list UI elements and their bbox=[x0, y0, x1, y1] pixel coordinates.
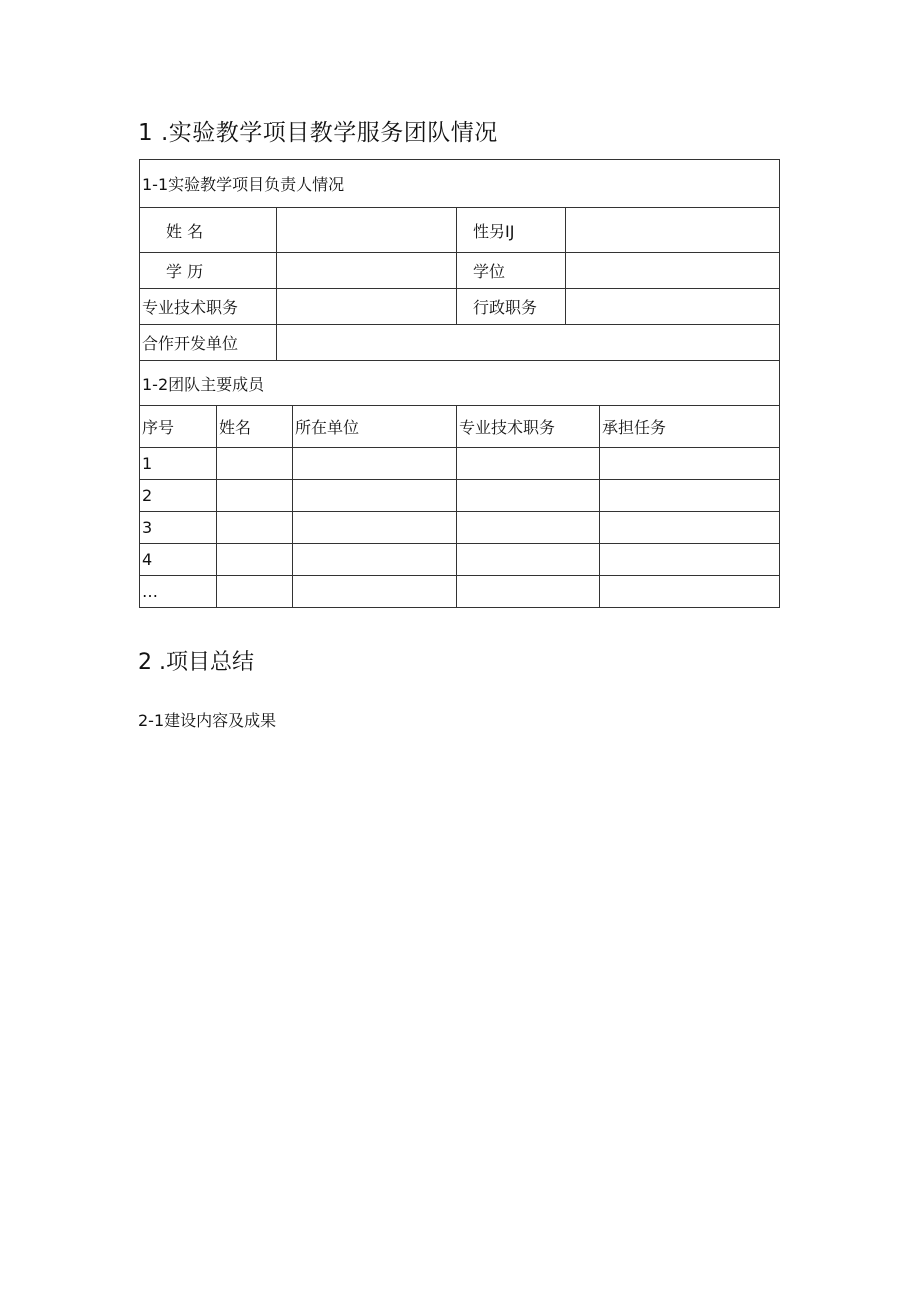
serial-cell: … bbox=[140, 576, 217, 608]
team-section-title-row bbox=[140, 361, 780, 406]
member-title-cell[interactable] bbox=[457, 480, 600, 512]
serial-cell: 3 bbox=[140, 512, 217, 544]
member-organization-cell[interactable] bbox=[293, 512, 457, 544]
degree-label: 学位 bbox=[457, 253, 566, 289]
member-organization-cell[interactable] bbox=[293, 576, 457, 608]
member-organization-cell[interactable] bbox=[293, 448, 457, 480]
member-task-cell[interactable] bbox=[600, 480, 780, 512]
member-task-cell[interactable] bbox=[600, 576, 780, 608]
education-value-cell[interactable] bbox=[277, 253, 457, 289]
education-label: 学 历 bbox=[140, 253, 277, 289]
section-1-heading: 1 .实验教学项目教学服务团队情况 bbox=[138, 120, 498, 146]
member-task-cell[interactable] bbox=[600, 448, 780, 480]
leader-section-title-row bbox=[140, 160, 780, 208]
header-organization: 所在单位 bbox=[293, 406, 457, 448]
member-name-cell[interactable] bbox=[217, 544, 293, 576]
team-section-title: 1-2团队主要成员 bbox=[140, 361, 780, 406]
member-title-cell[interactable] bbox=[457, 544, 600, 576]
member-name-cell[interactable] bbox=[217, 448, 293, 480]
table-row bbox=[140, 512, 780, 544]
header-serial: 序号 bbox=[140, 406, 217, 448]
serial-cell: 1 bbox=[140, 448, 217, 480]
member-title-cell[interactable] bbox=[457, 512, 600, 544]
header-professional-title: 专业技术职务 bbox=[457, 406, 600, 448]
member-title-cell[interactable] bbox=[457, 448, 600, 480]
member-organization-cell[interactable] bbox=[293, 544, 457, 576]
header-task: 承担任务 bbox=[600, 406, 780, 448]
professional-title-value-cell[interactable] bbox=[277, 289, 457, 325]
serial-cell: 4 bbox=[140, 544, 217, 576]
section-2-heading: 2 .项目总结 bbox=[138, 650, 254, 675]
member-organization-cell[interactable] bbox=[293, 480, 457, 512]
name-label: 姓 名 bbox=[140, 208, 277, 253]
member-name-cell[interactable] bbox=[217, 576, 293, 608]
partner-label: 合作开发单位 bbox=[140, 325, 277, 361]
table-row bbox=[140, 480, 780, 512]
member-task-cell[interactable] bbox=[600, 512, 780, 544]
table-row bbox=[140, 544, 780, 576]
section-2-1-heading: 2-1建设内容及成果 bbox=[138, 711, 277, 730]
header-name: 姓名 bbox=[217, 406, 293, 448]
table-row bbox=[140, 576, 780, 608]
leader-name-row bbox=[140, 208, 780, 253]
gender-value-cell[interactable] bbox=[566, 208, 780, 253]
member-name-cell[interactable] bbox=[217, 512, 293, 544]
leader-section-title: 1-1实验教学项目负责人情况 bbox=[140, 160, 780, 208]
partner-value-cell[interactable] bbox=[277, 325, 780, 361]
team-header-row bbox=[140, 406, 780, 448]
leader-education-row bbox=[140, 253, 780, 289]
serial-cell: 2 bbox=[140, 480, 217, 512]
admin-title-label: 行政职务 bbox=[457, 289, 566, 325]
member-task-cell[interactable] bbox=[600, 544, 780, 576]
professional-title-label: 专业技术职务 bbox=[140, 289, 277, 325]
team-info-table bbox=[139, 159, 780, 608]
partner-row bbox=[140, 325, 780, 361]
admin-title-value-cell[interactable] bbox=[566, 289, 780, 325]
member-name-cell[interactable] bbox=[217, 480, 293, 512]
name-value-cell[interactable] bbox=[277, 208, 457, 253]
table-row bbox=[140, 448, 780, 480]
leader-title-row bbox=[140, 289, 780, 325]
degree-value-cell[interactable] bbox=[566, 253, 780, 289]
member-title-cell[interactable] bbox=[457, 576, 600, 608]
gender-label: 性另IJ bbox=[457, 208, 566, 253]
